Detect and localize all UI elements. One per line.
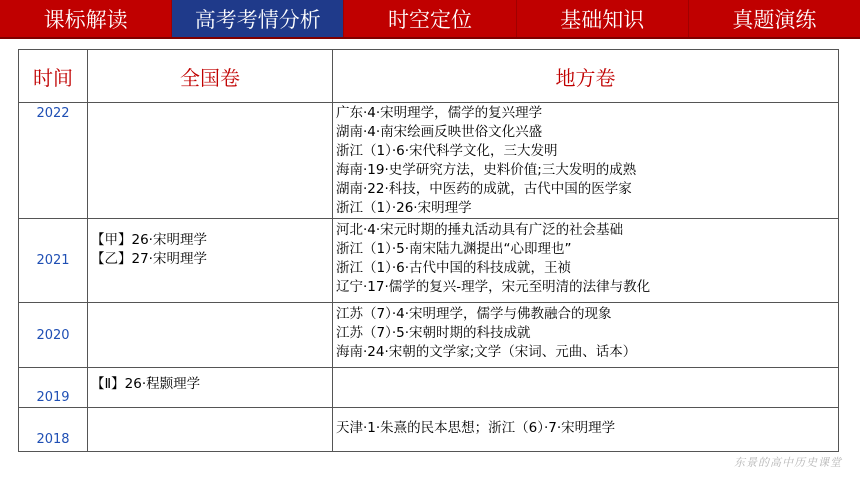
tab-exam-analysis[interactable] — [172, 0, 344, 37]
table-row — [19, 219, 839, 303]
tab-label: 基础知识 — [560, 7, 645, 32]
list-item: 浙江（1）·6·古代中国的科技成就，王祯 — [336, 260, 572, 276]
national-cell — [88, 103, 333, 219]
list-item: 广东·4·宋明理学，儒学的复兴理学 — [336, 105, 543, 121]
tab-label: 高考考情分析 — [194, 7, 321, 32]
tab-timeline[interactable] — [344, 0, 516, 37]
header-national: 全国卷 — [88, 50, 333, 103]
local-cell — [333, 368, 839, 408]
list-item: 河北·4·宋元时期的捶丸活动具有广泛的社会基础 — [336, 222, 624, 238]
national-cell — [88, 219, 333, 303]
list-item: 天津·1·朱熹的民本思想；浙江（6）·7·宋明理学 — [336, 420, 616, 436]
table-row — [19, 408, 839, 452]
watermark: 东景的高中历史课堂 — [734, 456, 842, 469]
year-cell: 2019 — [19, 368, 88, 408]
list-item: 【甲】26·宋明理学 — [91, 232, 207, 248]
tab-label: 课标解读 — [43, 7, 128, 32]
header-local: 地方卷 — [333, 50, 839, 103]
year-cell: 2018 — [19, 408, 88, 452]
local-cell — [333, 303, 839, 368]
list-item: 江苏（7）·5·宋朝时期的科技成就 — [336, 325, 531, 341]
list-item: 浙江（1）·5·南宋陆九渊提出“心即理也” — [336, 241, 572, 257]
local-cell — [333, 103, 839, 219]
table-row — [19, 368, 839, 408]
list-item: 海南·19·史学研究方法，史料价值;三大发明的成熟 — [336, 162, 637, 178]
national-cell — [88, 368, 333, 408]
list-item: 湖南·4·南宋绘画反映世俗文化兴盛 — [336, 124, 543, 140]
list-item: 湖南·22·科技，中医药的成就，古代中国的医学家 — [336, 181, 632, 197]
tab-curriculum[interactable] — [0, 0, 172, 37]
year-cell: 2021 — [19, 219, 88, 303]
tab-label: 真题演练 — [732, 7, 817, 32]
local-cell — [333, 219, 839, 303]
year-cell: 2022 — [19, 103, 88, 219]
header-year: 时间 — [19, 50, 88, 103]
national-cell — [88, 408, 333, 452]
local-cell — [333, 408, 839, 452]
tab-past-papers[interactable] — [689, 0, 860, 37]
year-cell: 2020 — [19, 303, 88, 368]
national-cell — [88, 303, 333, 368]
list-item: 江苏（7）·4·宋明理学，儒学与佛教融合的现象 — [336, 306, 612, 322]
tab-label: 时空定位 — [388, 7, 472, 32]
list-item: 【乙】27·宋明理学 — [91, 251, 207, 267]
list-item: 浙江（1）·6·宋代科学文化，三大发明 — [336, 143, 558, 159]
top-navigation-bar — [0, 0, 860, 37]
table-header-row — [19, 50, 839, 103]
list-item: 【Ⅱ】26·程颢理学 — [91, 376, 201, 392]
tab-basic-knowledge[interactable] — [517, 0, 689, 37]
list-item: 辽宁·17·儒学的复兴-理学，宋元至明清的法律与教化 — [336, 279, 651, 295]
table-row — [19, 103, 839, 219]
exam-analysis-table — [18, 49, 839, 452]
table-row — [19, 303, 839, 368]
list-item: 海南·24·宋朝的文学家;文学（宋词、元曲、话本） — [336, 344, 637, 360]
list-item: 浙江（1）·26·宋明理学 — [336, 200, 472, 216]
header-divider — [0, 37, 860, 39]
